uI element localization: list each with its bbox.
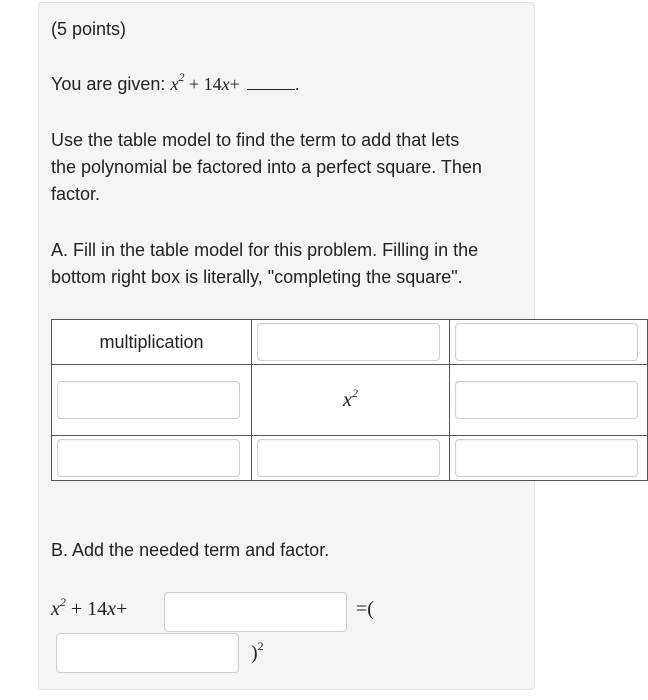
table-input-r2c1[interactable] bbox=[57, 381, 240, 419]
close-exp: 2 bbox=[257, 639, 264, 653]
instructions bbox=[51, 127, 482, 208]
table-input-r1c2[interactable] bbox=[257, 323, 440, 361]
given-x: x bbox=[170, 74, 179, 94]
table-header-multiplication: multiplication bbox=[52, 320, 252, 365]
instructions-line-1: Use the table model to find the term to add that lets bbox=[51, 130, 460, 150]
blank-line bbox=[247, 75, 295, 90]
given-statement bbox=[51, 71, 300, 98]
given-period: . bbox=[294, 74, 300, 94]
part-b-x: x bbox=[51, 598, 60, 620]
points-label: (5 points) bbox=[51, 19, 127, 39]
equals-open-paren: =( bbox=[356, 598, 374, 620]
table-input-r3c1[interactable] bbox=[57, 439, 240, 477]
instructions-line-2: the polynomial be factored into a perfect square. Then bbox=[51, 157, 482, 177]
table-input-r2c3[interactable] bbox=[455, 381, 638, 419]
given-plus: + bbox=[229, 74, 240, 94]
table-center-exp: 2 bbox=[351, 385, 358, 400]
table-input-r1c3[interactable] bbox=[455, 323, 638, 361]
part-a-line-1: A. Fill in the table model for this problem. Filling in the bbox=[51, 240, 479, 260]
close-paren-squared bbox=[251, 640, 264, 667]
instructions-line-3: factor. bbox=[51, 184, 101, 204]
part-b-label: B. Add the needed term and factor. bbox=[51, 540, 330, 560]
table-input-r3c2[interactable] bbox=[257, 439, 440, 477]
close-paren: ) bbox=[251, 642, 258, 664]
given-exponent: 2 bbox=[178, 70, 185, 84]
part-b-x-linear: x bbox=[107, 598, 117, 620]
table-input-r3c3[interactable] bbox=[455, 439, 638, 477]
table-model bbox=[51, 319, 648, 481]
part-b-exp: 2 bbox=[59, 595, 66, 609]
table-center-x: x bbox=[343, 388, 352, 411]
term-to-add-input[interactable] bbox=[164, 592, 347, 632]
part-a-line-2: bottom right box is literally, "completing the square". bbox=[51, 267, 463, 287]
given-plus-14: + 14 bbox=[184, 74, 222, 94]
given-prefix: You are given: bbox=[51, 74, 171, 94]
given-x-linear: x bbox=[221, 74, 230, 94]
table-center-cell bbox=[252, 365, 450, 436]
part-b-plus: + bbox=[116, 598, 128, 620]
part-a-text bbox=[51, 237, 478, 291]
part-b-plus-14: + 14 bbox=[65, 598, 108, 620]
part-b-expression bbox=[51, 596, 127, 623]
factor-input[interactable] bbox=[56, 633, 239, 673]
